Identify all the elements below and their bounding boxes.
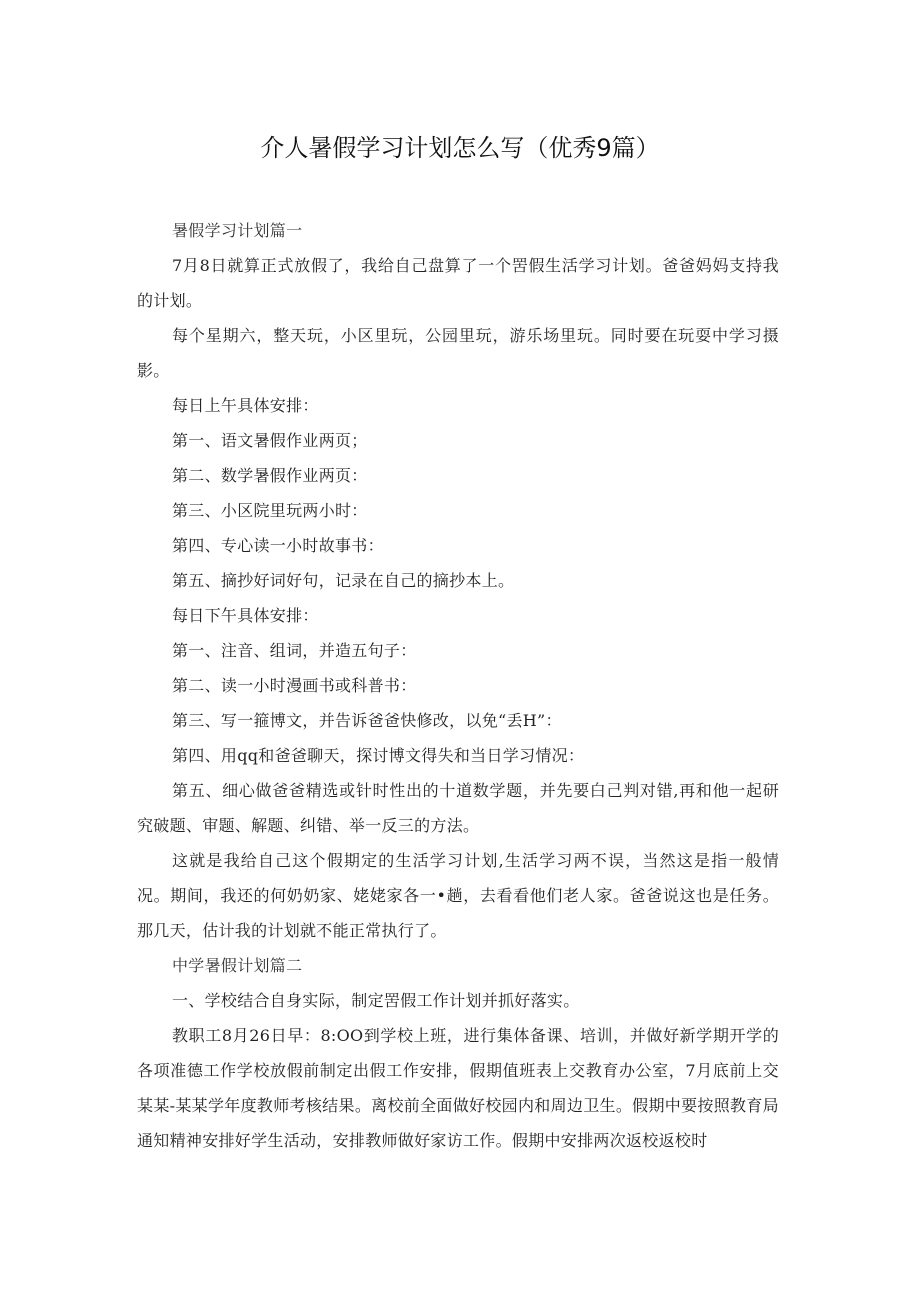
paragraph: 每日上午具体安排： bbox=[172, 396, 319, 415]
paragraph: 每个星期六，整天玩，小区里玩，公园里玩，游乐场里玩。同时要在玩耍中学习摄影。 bbox=[137, 326, 779, 380]
document-title: 介人暑假学习计划怎么写（优秀9篇） bbox=[260, 134, 660, 162]
paragraph: 每日下午具体安排： bbox=[172, 606, 319, 625]
section-heading: 中学暑假计划篇二 bbox=[172, 956, 303, 975]
section-heading: 暑假学习计划篇一 bbox=[172, 221, 303, 240]
list-item: 第一、注音、组词，并造五句子： bbox=[172, 641, 417, 660]
paragraph: 教职工8月26日早：8:OO到学校上班，进行集体备课、培训，并做好新学期开学的各项准德工作学校放假前制定出假工作安排，假期值班表上交教育办公室，7月底前上交某某-某某学年度教师考核结果。离校前全面做好校园内和周边卫生。假期中要按照教育局通知精神安排好学生活动，安排教师做好家访工作。假期中安排两次返校返校时 bbox=[137, 1026, 779, 1150]
document-body bbox=[137, 213, 779, 1158]
list-item: 第一、语文暑假作业两页； bbox=[172, 431, 368, 450]
list-item: 第二、读一小时漫画书或科普书： bbox=[172, 676, 417, 695]
paragraph: 这就是我给自己这个假期定的生活学习计划,生活学习两不误，当然这是指一般情况。期间，我还的何奶奶家、姥姥家各一•趟，去看看他们老人家。爸爸说这也是任务。那几天，估计我的计划就不能正常执行了。 bbox=[137, 851, 779, 940]
list-item: 第二、数学暑假作业两页： bbox=[172, 466, 368, 485]
list-item: 第四、用qq和爸爸聊天，探讨博文得失和当日学习情况： bbox=[172, 746, 585, 765]
paragraph: 一、学校结合自身实际，制定罟假工作计划并抓好落实。 bbox=[172, 991, 580, 1010]
list-item: 第四、专心读一小时故事书： bbox=[172, 536, 384, 555]
list-item: 第三、写一箍博文，并告诉爸爸快修改，以免“丢H”： bbox=[172, 711, 562, 730]
list-item: 第五、细心做爸爸精选或针时性出的十道数学题，并先要白己判对错,再和他一起研究破题、审题、解题、纠错、举一反三的方法。 bbox=[137, 781, 779, 835]
paragraph: 7月8日就算正式放假了，我给自己盘算了一个罟假生活学习计划。爸爸妈妈支持我的计划。 bbox=[137, 256, 779, 310]
list-item: 第五、摘抄好词好句，记录在自己的摘抄本上。 bbox=[172, 571, 515, 590]
list-item: 第三、小区院里玩两小时： bbox=[172, 501, 368, 520]
